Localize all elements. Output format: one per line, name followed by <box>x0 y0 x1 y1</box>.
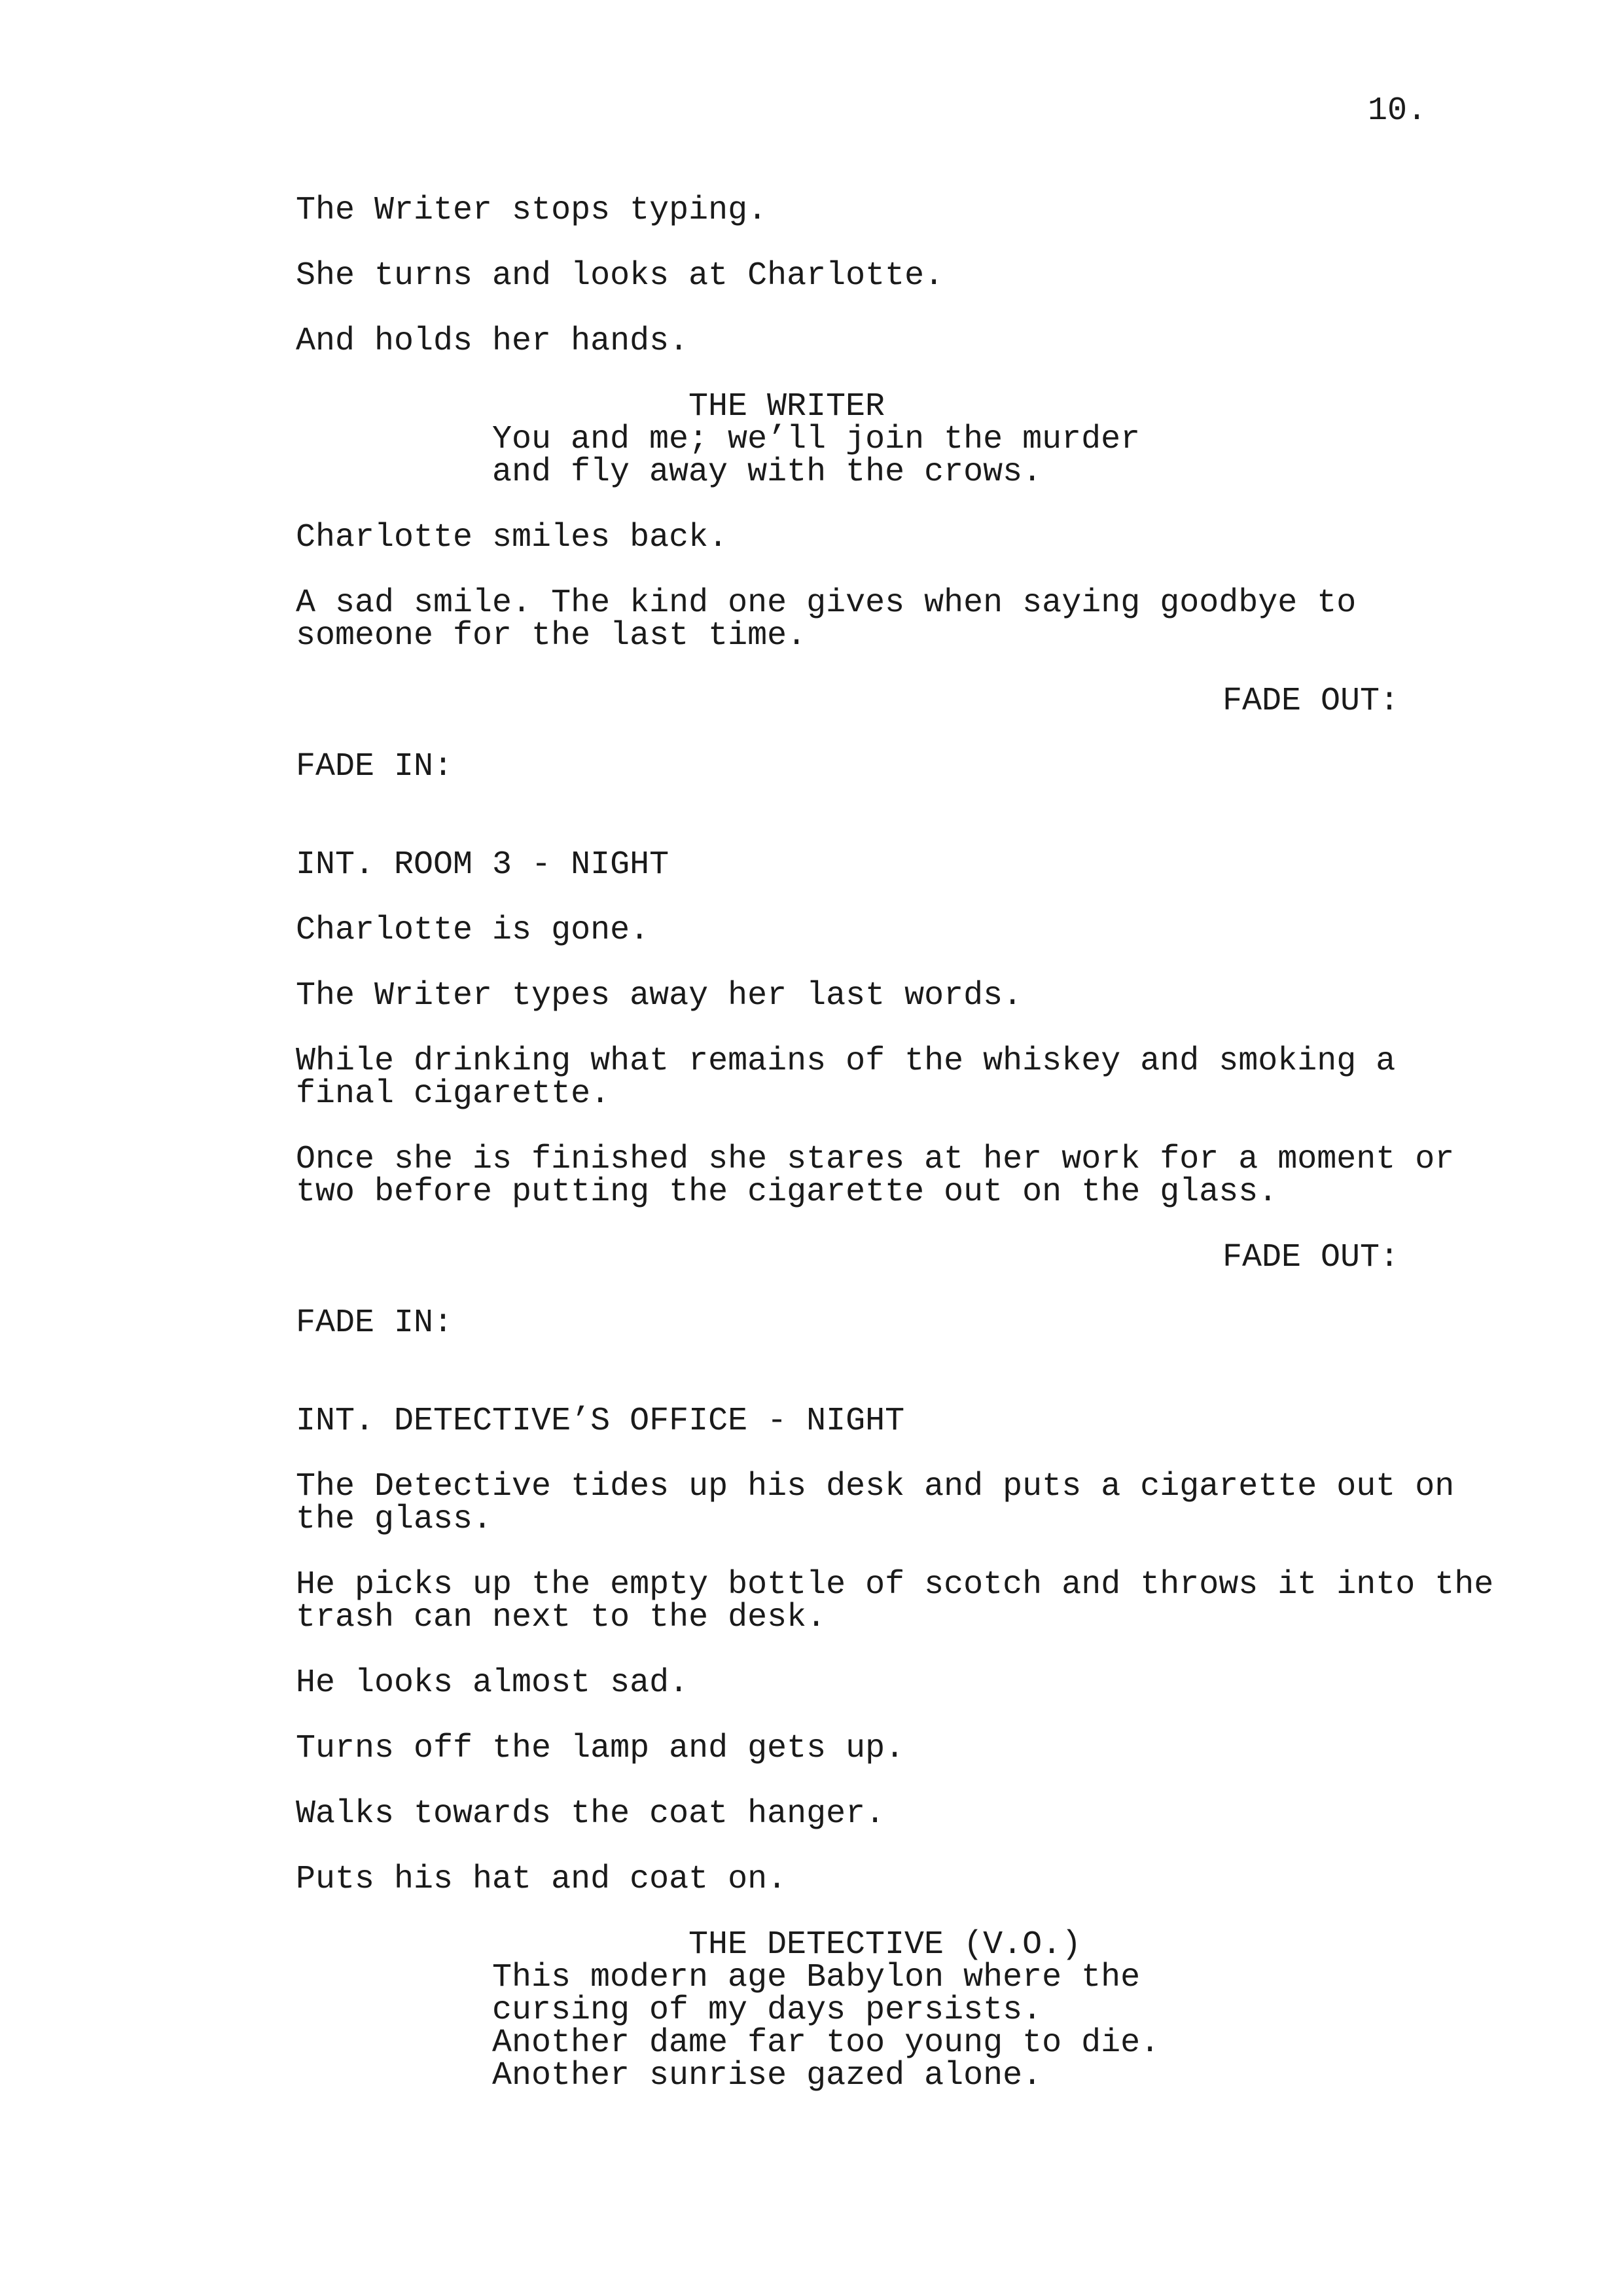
dialogue-line: and fly away with the crows. <box>492 454 1043 491</box>
character-name: THE DETECTIVE (V.O.) <box>688 1926 1082 1964</box>
transition-fade-in: FADE IN: <box>296 1304 454 1342</box>
action-line: Walks towards the coat hanger. <box>296 1795 885 1833</box>
action-line: Puts his hat and coat on. <box>296 1861 787 1898</box>
action-line: A sad smile. The kind one gives when saying goodbye to <box>296 584 1357 622</box>
action-line: The Writer types away her last words. <box>296 977 1023 1014</box>
action-line: While drinking what remains of the whiskey and smoking a <box>296 1043 1396 1080</box>
transition-fade-in: FADE IN: <box>296 748 454 785</box>
action-line: trash can next to the desk. <box>296 1599 827 1636</box>
scene-heading: INT. DETECTIVE’S OFFICE - NIGHT <box>296 1403 905 1440</box>
action-line: the glass. <box>296 1501 493 1538</box>
action-line: Charlotte is gone. <box>296 912 650 949</box>
action-line: She turns and looks at Charlotte. <box>296 257 944 295</box>
action-line: The Writer stops typing. <box>296 192 768 229</box>
action-line: final cigarette. <box>296 1075 611 1113</box>
dialogue-line: cursing of my days persists. <box>492 1992 1043 2029</box>
scene-heading: INT. ROOM 3 - NIGHT <box>296 846 669 884</box>
action-line: Turns off the lamp and gets up. <box>296 1730 905 1767</box>
dialogue-line: You and me; we’ll join the murder <box>492 421 1141 458</box>
action-line: He looks almost sad. <box>296 1664 689 1702</box>
action-line: Charlotte smiles back. <box>296 519 728 556</box>
action-line: And holds her hands. <box>296 323 689 360</box>
action-line: The Detective tides up his desk and puts a cigarette out on <box>296 1468 1455 1505</box>
transition: FADE OUT: <box>1222 1239 1400 1276</box>
character-name: THE WRITER <box>688 388 885 425</box>
dialogue-line: This modern age Babylon where the <box>492 1959 1141 1996</box>
dialogue-line: Another sunrise gazed alone. <box>492 2057 1043 2094</box>
page-number: 10. <box>1368 92 1427 130</box>
action-line: He picks up the empty bottle of scotch and throws it into the <box>296 1566 1494 1604</box>
action-line: someone for the last time. <box>296 617 807 655</box>
dialogue-line: Another dame far too young to die. <box>492 2024 1160 2062</box>
action-line: two before putting the cigarette out on the glass. <box>296 1174 1278 1211</box>
action-line: Once she is finished she stares at her work for a moment or <box>296 1141 1455 1178</box>
transition: FADE OUT: <box>1222 683 1400 720</box>
